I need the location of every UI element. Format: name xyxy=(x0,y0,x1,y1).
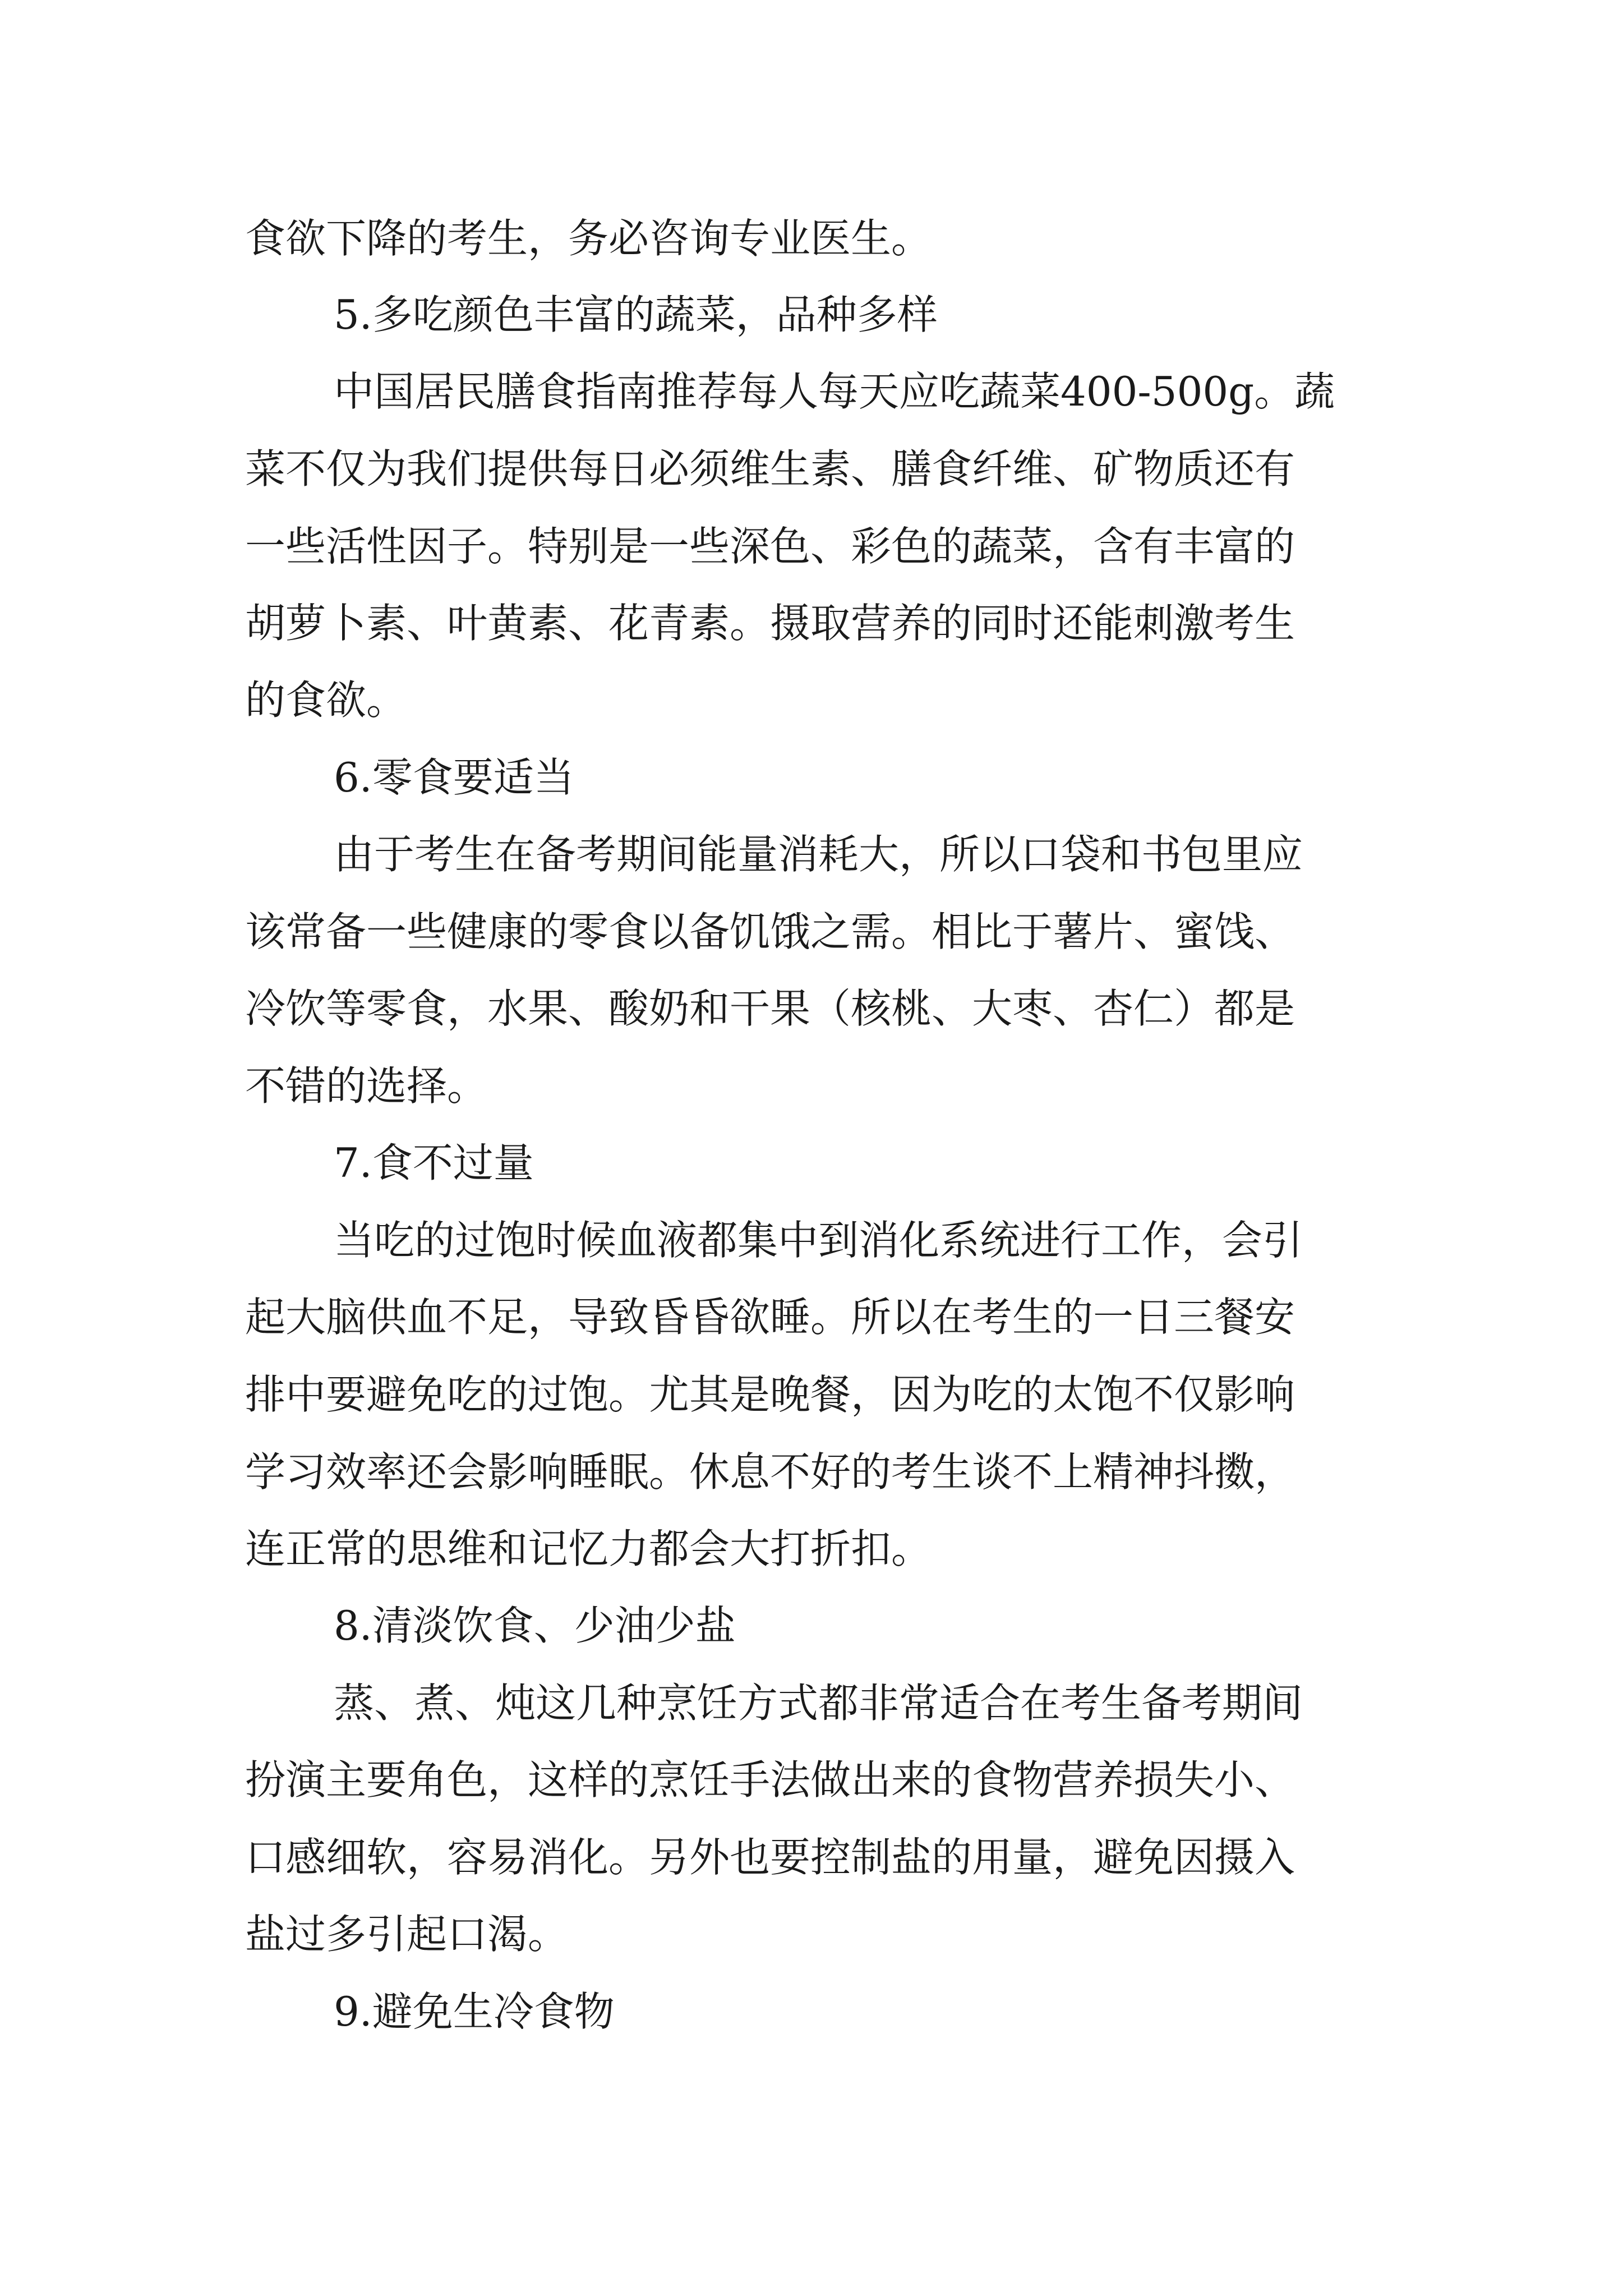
paragraph-line: 学习效率还会影响睡眠。休息不好的考生谈不上精神抖擞， xyxy=(245,1448,1295,1496)
paragraph-line: 冷饮等零食，水果、酸奶和干果（核桃、大枣、杏仁）都是 xyxy=(245,985,1295,1032)
section-heading-7: 7.食不过量 xyxy=(334,1139,534,1186)
paragraph-line: 蒸、煮、炖这几种烹饪方式都非常适合在考生备考期间 xyxy=(334,1680,1303,1727)
paragraph-line: 扮演主要角色，这样的烹饪手法做出来的食物营养损失小、 xyxy=(245,1756,1295,1803)
section-heading-5: 5.多吃颜色丰富的蔬菜，品种多样 xyxy=(334,291,938,338)
paragraph-line: 的食欲。 xyxy=(245,677,407,724)
section-heading-8: 8.清淡饮食、少油少盐 xyxy=(334,1602,736,1649)
section-heading-6: 6.零食要适当 xyxy=(334,754,574,801)
paragraph-line: 胡萝卜素、叶黄素、花青素。摄取营养的同时还能刺激考生 xyxy=(245,600,1295,647)
paragraph-line: 食欲下降的考生，务必咨询专业医生。 xyxy=(245,215,932,262)
paragraph-line: 连正常的思维和记忆力都会大打折扣。 xyxy=(245,1525,932,1572)
paragraph-line: 口感细软，容易消化。另外也要控制盐的用量，避免因摄入 xyxy=(245,1834,1295,1881)
paragraph-line: 不错的选择。 xyxy=(245,1062,488,1110)
paragraph-line: 当吃的过饱时候血液都集中到消化系统进行工作，会引 xyxy=(334,1217,1303,1264)
paragraph-line: 该常备一些健康的零食以备饥饿之需。相比于薯片、蜜饯、 xyxy=(245,908,1295,955)
paragraph-line: 中国居民膳食指南推荐每人每天应吃蔬菜400-500g。蔬 xyxy=(334,368,1335,415)
paragraph-line: 一些活性因子。特别是一些深色、彩色的蔬菜，含有丰富的 xyxy=(245,523,1295,570)
paragraph-line: 排中要避免吃的过饱。尤其是晚餐，因为吃的太饱不仅影响 xyxy=(245,1371,1295,1418)
paragraph-line: 由于考生在备考期间能量消耗大，所以口袋和书包里应 xyxy=(334,831,1303,878)
paragraph-line: 菜不仅为我们提供每日必须维生素、膳食纤维、矿物质还有 xyxy=(245,445,1295,493)
paragraph-line: 起大脑供血不足，导致昏昏欲睡。所以在考生的一日三餐安 xyxy=(245,1294,1295,1341)
section-heading-9: 9.避免生冷食物 xyxy=(334,1988,615,2035)
paragraph-line: 盐过多引起口渴。 xyxy=(245,1911,569,1958)
